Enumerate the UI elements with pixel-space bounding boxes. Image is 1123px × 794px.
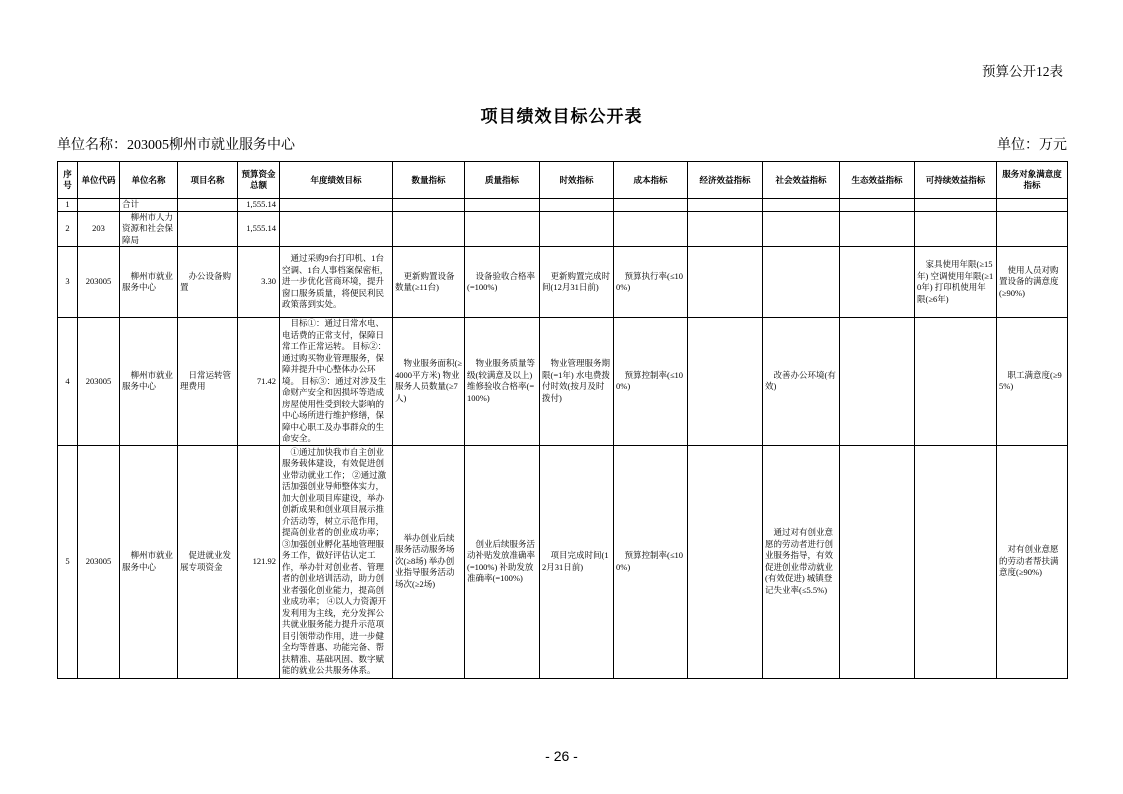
table-cell: 柳州市就业服务中心 [120, 247, 178, 318]
table-cell [614, 211, 688, 247]
performance-target-table [57, 161, 1068, 679]
table-cell [763, 199, 840, 212]
table-cell: 办公设备购置 [178, 247, 238, 318]
table-cell: 203005 [78, 318, 120, 446]
column-header-satisfaction: 服务对象满意度指标 [997, 162, 1068, 199]
table-cell: 物业服务质量等级(较满意及以上) 维修验收合格率(=100%) [465, 318, 540, 446]
column-header-quality: 质量指标 [465, 162, 540, 199]
table-cell [763, 211, 840, 247]
table-cell: 203005 [78, 247, 120, 318]
report-form-label: 预算公开12表 [982, 64, 1063, 79]
table-cell: 3.30 [238, 247, 280, 318]
column-header-index: 序号 [58, 162, 78, 199]
table-cell [178, 211, 238, 247]
column-header-unit-name: 单位名称 [120, 162, 178, 199]
table-cell: 柳州市人力资源和社会保障局 [120, 211, 178, 247]
table-cell: 121.92 [238, 445, 280, 678]
table-cell: 2 [58, 211, 78, 247]
table-cell [997, 199, 1068, 212]
table-cell [840, 445, 915, 678]
column-header-sustainable-benefit: 可持续效益指标 [915, 162, 997, 199]
column-header-eco-benefit: 生态效益指标 [840, 162, 915, 199]
table-cell: 日常运转管理费用 [178, 318, 238, 446]
table-cell [393, 211, 465, 247]
table-cell: 预算执行率(≤100%) [614, 247, 688, 318]
table-cell: 3 [58, 247, 78, 318]
table-cell: 物业管理服务期限(=1年) 水电费拨付时效(按月及时拨付) [540, 318, 614, 446]
table-cell: 通过对有创业意愿的劳动者进行创业服务指导，有效促进创业带动就业(有效促进) 城镇登记失业率(≤5.5%) [763, 445, 840, 678]
unit-line [57, 134, 1067, 154]
table-row [58, 199, 1068, 212]
table-cell [840, 199, 915, 212]
table-cell: 203005 [78, 445, 120, 678]
table-row [58, 211, 1068, 247]
table-cell: 5 [58, 445, 78, 678]
table-cell [280, 199, 393, 212]
table-cell: 1 [58, 199, 78, 212]
table-cell: 举办创业后续服务活动服务场次(≥8场) 举办创业指导服务活动场次(≥2场) [393, 445, 465, 678]
column-header-budget-total: 预算资金总额 [238, 162, 280, 199]
column-header-annual-goal: 年度绩效目标 [280, 162, 393, 199]
column-header-timeliness: 时效指标 [540, 162, 614, 199]
table-cell [915, 211, 997, 247]
table-cell: 物业服务面积(≥4000平方米) 物业服务人员数量(≥7人) [393, 318, 465, 446]
table-cell [688, 199, 763, 212]
table-cell: 促进就业发展专项资金 [178, 445, 238, 678]
table-cell [540, 211, 614, 247]
table-cell [915, 199, 997, 212]
table-cell [915, 445, 997, 678]
table-cell [465, 199, 540, 212]
table-cell [614, 199, 688, 212]
table-cell: 创业后续服务活动补贴发放准确率(=100%) 补助发放准确率(=100%) [465, 445, 540, 678]
table-header-row [58, 162, 1068, 199]
table-cell: 预算控制率(≤100%) [614, 445, 688, 678]
table-cell [840, 318, 915, 446]
column-header-social-benefit: 社会效益指标 [763, 162, 840, 199]
table-cell: ①通过加快我市自主创业服务载体建设，有效促进创业带动就业工作； ②通过激活加强创业导师整体实力，加大创业项目库建设，举办创新成果和创业项目展示推介活动等，树立示范作用，提高创业者的创业成功率； ③加强创业孵化基地管理服务工作，做好评估认定工作，举办针对创业者、管理者的创业培训活动，助力创业者强化创业能力，提高创业成功率； ④以人力资源开发利用为主线，充分发挥公共就业服务能力提升示范项目引领带动作用，进一步健全均等普惠、功能完备、帮扶精准、基础巩固、数字赋能的就业公共服务体系。 [280, 445, 393, 678]
table-cell [688, 211, 763, 247]
table-cell [78, 199, 120, 212]
table-cell: 通过采购9台打印机、1台空调、1台人事档案保密柜，进一步优化营商环境，提升窗口服务质量，将便民利民政策落到实处。 [280, 247, 393, 318]
table-cell: 1,555.14 [238, 199, 280, 212]
table-cell: 职工满意度(≥95%) [997, 318, 1068, 446]
table-cell [465, 211, 540, 247]
page-title: 项目绩效目标公开表 [480, 107, 643, 126]
table-cell: 使用人员对购置设备的满意度(≥90%) [997, 247, 1068, 318]
table-cell: 柳州市就业服务中心 [120, 318, 178, 446]
unit-name: 单位名称：203005柳州市就业服务中心 [57, 138, 295, 153]
table-row [58, 318, 1068, 446]
table-cell [840, 247, 915, 318]
table-cell [178, 199, 238, 212]
table-cell [688, 247, 763, 318]
table-cell: 4 [58, 318, 78, 446]
column-header-cost: 成本指标 [614, 162, 688, 199]
table-cell: 对有创业意愿的劳动者帮扶满意度(≥90%) [997, 445, 1068, 678]
table-row [58, 445, 1068, 678]
table-row [58, 247, 1068, 318]
table-cell: 更新购置完成时间(12月31日前) [540, 247, 614, 318]
table-cell [763, 247, 840, 318]
column-header-project-name: 项目名称 [178, 162, 238, 199]
table-cell [997, 211, 1068, 247]
table-cell: 目标①：通过日常水电、电话费的正常支付，保障日常工作正常运转。 目标②：通过购买物业管理服务，保障并提升中心整体办公环境。 目标③：通过对涉及生命财产安全和因损坏等造成房屋使用性受到较大影响的中心场所进行维护修缮，保障中心职工及办事群众的生命安全。 [280, 318, 393, 446]
page-number: - 26 - [545, 748, 578, 764]
table-cell: 合计 [120, 199, 178, 212]
column-header-economic-benefit: 经济效益指标 [688, 162, 763, 199]
table-cell: 改善办公环境(有效) [763, 318, 840, 446]
table-cell: 1,555.14 [238, 211, 280, 247]
table-cell: 家具使用年限(≥15年) 空调使用年限(≥10年) 打印机使用年限(≥6年) [915, 247, 997, 318]
table-cell: 203 [78, 211, 120, 247]
table-cell [688, 445, 763, 678]
table-cell [915, 318, 997, 446]
table-cell [688, 318, 763, 446]
table-cell [540, 199, 614, 212]
table-cell: 更新购置设备数量(≥11台) [393, 247, 465, 318]
table-cell: 预算控制率(≤100%) [614, 318, 688, 446]
table-cell: 71.42 [238, 318, 280, 446]
column-header-quantity: 数量指标 [393, 162, 465, 199]
table-cell: 柳州市就业服务中心 [120, 445, 178, 678]
table-cell: 设备验收合格率(=100%) [465, 247, 540, 318]
unit-currency: 单位：万元 [997, 138, 1067, 153]
table-cell [840, 211, 915, 247]
table-cell [280, 211, 393, 247]
column-header-unit-code: 单位代码 [78, 162, 120, 199]
table-cell: 项目完成时间(12月31日前) [540, 445, 614, 678]
table-cell [393, 199, 465, 212]
